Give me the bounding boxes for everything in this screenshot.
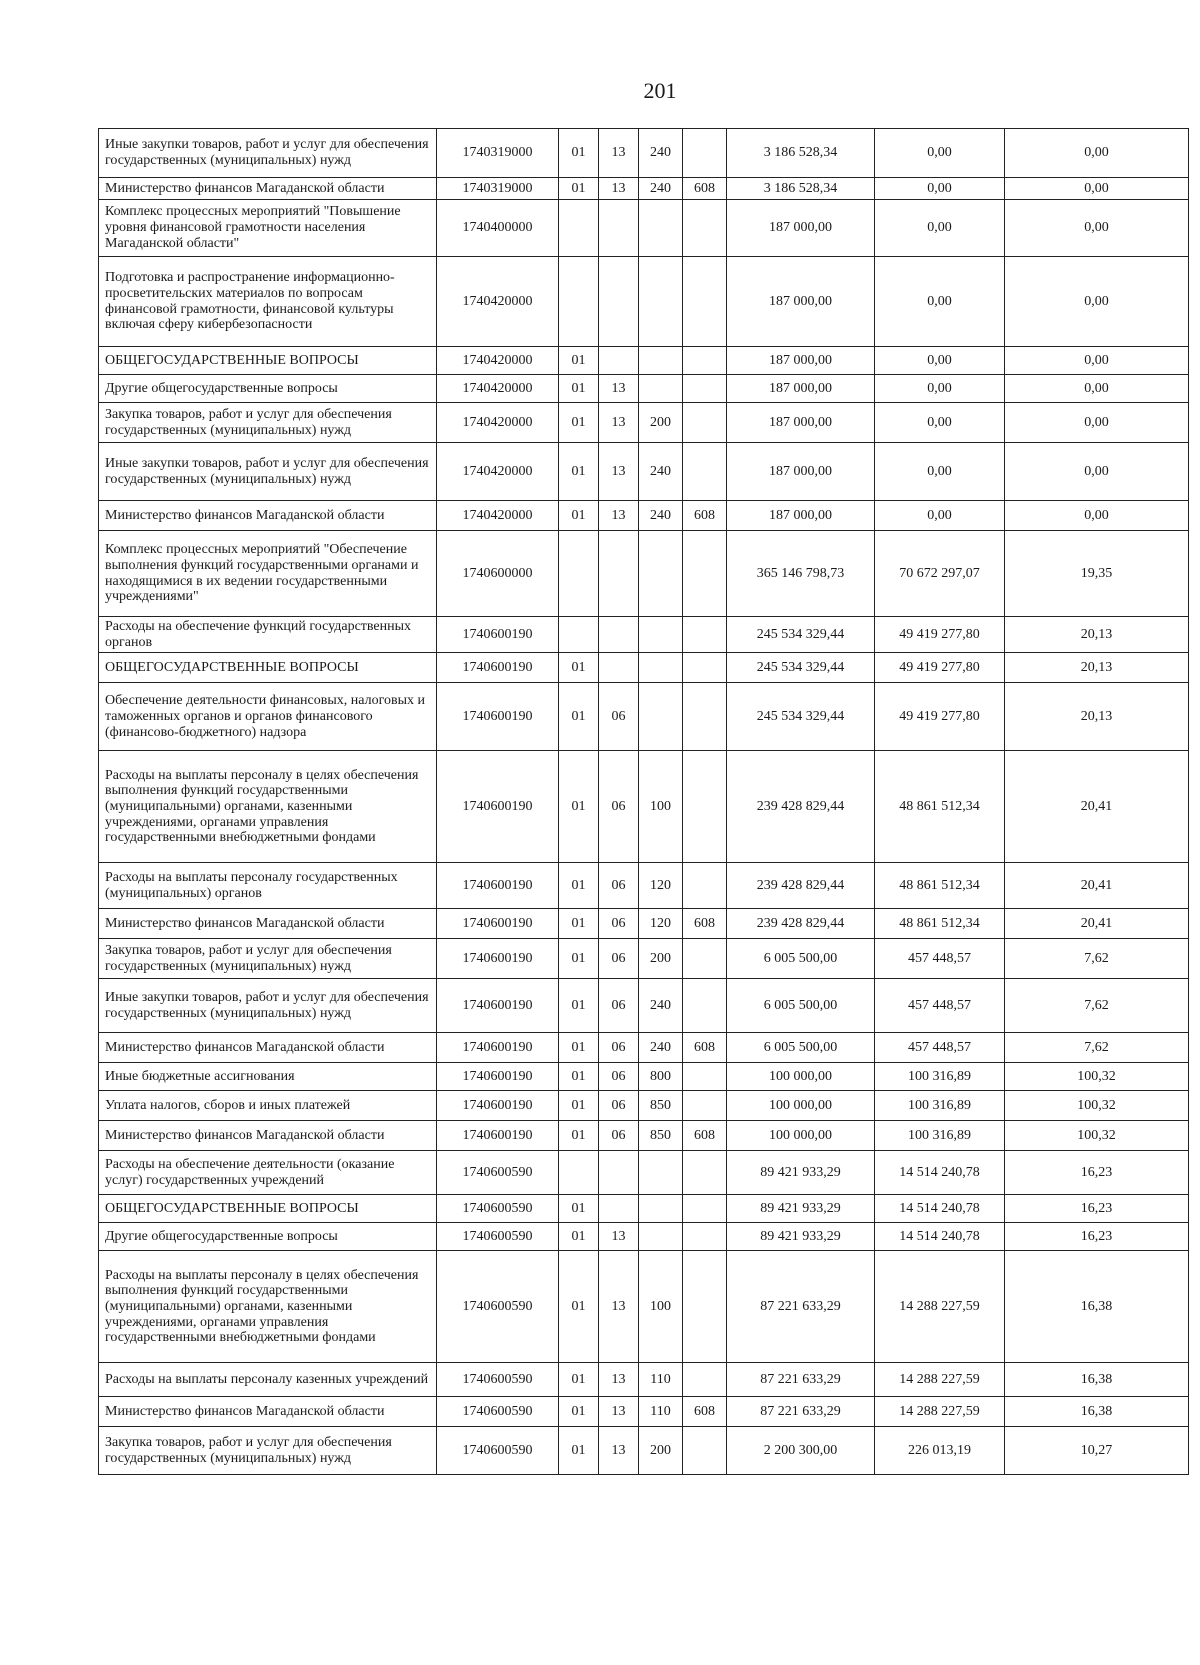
- subsection-code-cell: 06: [599, 979, 639, 1033]
- table-row: [99, 501, 1189, 531]
- expense-type-code-cell: 200: [639, 403, 683, 443]
- expense-type-code-cell: 110: [639, 1363, 683, 1397]
- execution-percent-cell: 16,38: [1005, 1251, 1189, 1363]
- table-row: [99, 1033, 1189, 1063]
- subsection-code-cell: 13: [599, 1223, 639, 1251]
- target-code-cell: 1740600590: [437, 1195, 559, 1223]
- target-code-cell: 1740600190: [437, 979, 559, 1033]
- section-code-cell: 01: [559, 1033, 599, 1063]
- subsection-code-cell: 13: [599, 375, 639, 403]
- row-name-cell: Комплекс процессных мероприятий "Обеспечение выполнения функций государственными органами и находящимися в их ведении государственными учреждениями": [99, 531, 437, 617]
- planned-amount-cell: 187 000,00: [727, 501, 875, 531]
- execution-percent-cell: 16,23: [1005, 1151, 1189, 1195]
- executed-amount-cell: 0,00: [875, 443, 1005, 501]
- executed-amount-cell: 0,00: [875, 403, 1005, 443]
- executed-amount-cell: 457 448,57: [875, 1033, 1005, 1063]
- target-code-cell: 1740600590: [437, 1427, 559, 1475]
- expense-type-code-cell: [639, 200, 683, 257]
- target-code-cell: 1740600590: [437, 1363, 559, 1397]
- section-code-cell: 01: [559, 1121, 599, 1151]
- execution-percent-cell: 19,35: [1005, 531, 1189, 617]
- execution-percent-cell: 100,32: [1005, 1121, 1189, 1151]
- subsection-code-cell: [599, 1195, 639, 1223]
- expense-type-code-cell: 240: [639, 129, 683, 178]
- executed-amount-cell: 14 288 227,59: [875, 1397, 1005, 1427]
- planned-amount-cell: 187 000,00: [727, 200, 875, 257]
- row-name-cell: ОБЩЕГОСУДАРСТВЕННЫЕ ВОПРОСЫ: [99, 347, 437, 375]
- planned-amount-cell: 3 186 528,34: [727, 178, 875, 200]
- administrator-code-cell: [683, 683, 727, 751]
- row-name-cell: Расходы на выплаты персоналу казенных учреждений: [99, 1363, 437, 1397]
- expense-type-code-cell: [639, 1223, 683, 1251]
- expense-type-code-cell: [639, 375, 683, 403]
- section-code-cell: 01: [559, 443, 599, 501]
- expense-type-code-cell: [639, 257, 683, 347]
- table-row: [99, 1363, 1189, 1397]
- section-code-cell: 01: [559, 1063, 599, 1091]
- execution-percent-cell: 0,00: [1005, 501, 1189, 531]
- row-name-cell: Другие общегосударственные вопросы: [99, 375, 437, 403]
- executed-amount-cell: 457 448,57: [875, 979, 1005, 1033]
- section-code-cell: 01: [559, 1195, 599, 1223]
- planned-amount-cell: 365 146 798,73: [727, 531, 875, 617]
- target-code-cell: 1740600590: [437, 1223, 559, 1251]
- executed-amount-cell: 0,00: [875, 257, 1005, 347]
- row-name-cell: Уплата налогов, сборов и иных платежей: [99, 1091, 437, 1121]
- execution-percent-cell: 7,62: [1005, 939, 1189, 979]
- section-code-cell: 01: [559, 347, 599, 375]
- table-row: [99, 751, 1189, 863]
- execution-percent-cell: 10,27: [1005, 1427, 1189, 1475]
- planned-amount-cell: 6 005 500,00: [727, 1033, 875, 1063]
- target-code-cell: 1740420000: [437, 257, 559, 347]
- administrator-code-cell: [683, 1251, 727, 1363]
- row-name-cell: Министерство финансов Магаданской области: [99, 1121, 437, 1151]
- row-name-cell: Министерство финансов Магаданской области: [99, 501, 437, 531]
- table-row: [99, 939, 1189, 979]
- target-code-cell: 1740600190: [437, 683, 559, 751]
- row-name-cell: ОБЩЕГОСУДАРСТВЕННЫЕ ВОПРОСЫ: [99, 653, 437, 683]
- administrator-code-cell: [683, 979, 727, 1033]
- planned-amount-cell: 245 534 329,44: [727, 617, 875, 653]
- planned-amount-cell: 3 186 528,34: [727, 129, 875, 178]
- execution-percent-cell: 20,13: [1005, 683, 1189, 751]
- administrator-code-cell: [683, 1363, 727, 1397]
- subsection-code-cell: [599, 1151, 639, 1195]
- executed-amount-cell: 100 316,89: [875, 1063, 1005, 1091]
- target-code-cell: 1740420000: [437, 403, 559, 443]
- administrator-code-cell: 608: [683, 909, 727, 939]
- table-row: [99, 531, 1189, 617]
- expense-type-code-cell: 850: [639, 1121, 683, 1151]
- section-code-cell: [559, 1151, 599, 1195]
- subsection-code-cell: [599, 531, 639, 617]
- target-code-cell: 1740600190: [437, 863, 559, 909]
- planned-amount-cell: 239 428 829,44: [727, 751, 875, 863]
- execution-percent-cell: 0,00: [1005, 129, 1189, 178]
- expense-type-code-cell: 100: [639, 1251, 683, 1363]
- table-row: [99, 1151, 1189, 1195]
- subsection-code-cell: 06: [599, 751, 639, 863]
- target-code-cell: 1740600190: [437, 617, 559, 653]
- expense-type-code-cell: 120: [639, 909, 683, 939]
- administrator-code-cell: 608: [683, 1397, 727, 1427]
- execution-percent-cell: 0,00: [1005, 375, 1189, 403]
- section-code-cell: 01: [559, 1363, 599, 1397]
- expense-type-code-cell: 110: [639, 1397, 683, 1427]
- execution-percent-cell: 0,00: [1005, 347, 1189, 375]
- administrator-code-cell: [683, 443, 727, 501]
- execution-percent-cell: 0,00: [1005, 178, 1189, 200]
- section-code-cell: 01: [559, 1223, 599, 1251]
- executed-amount-cell: 49 419 277,80: [875, 653, 1005, 683]
- section-code-cell: 01: [559, 1397, 599, 1427]
- administrator-code-cell: [683, 1091, 727, 1121]
- execution-percent-cell: 0,00: [1005, 257, 1189, 347]
- row-name-cell: Министерство финансов Магаданской области: [99, 178, 437, 200]
- target-code-cell: 1740600190: [437, 1091, 559, 1121]
- executed-amount-cell: 48 861 512,34: [875, 863, 1005, 909]
- table-row: [99, 1091, 1189, 1121]
- section-code-cell: [559, 257, 599, 347]
- subsection-code-cell: 13: [599, 178, 639, 200]
- section-code-cell: 01: [559, 909, 599, 939]
- subsection-code-cell: [599, 257, 639, 347]
- section-code-cell: 01: [559, 501, 599, 531]
- subsection-code-cell: 06: [599, 939, 639, 979]
- administrator-code-cell: [683, 863, 727, 909]
- executed-amount-cell: 0,00: [875, 347, 1005, 375]
- table-body: [99, 129, 1189, 1475]
- execution-percent-cell: 16,38: [1005, 1397, 1189, 1427]
- table-row: [99, 683, 1189, 751]
- table-row: [99, 909, 1189, 939]
- table-row: [99, 979, 1189, 1033]
- target-code-cell: 1740420000: [437, 375, 559, 403]
- section-code-cell: 01: [559, 1251, 599, 1363]
- execution-percent-cell: 100,32: [1005, 1063, 1189, 1091]
- planned-amount-cell: 2 200 300,00: [727, 1427, 875, 1475]
- executed-amount-cell: 49 419 277,80: [875, 617, 1005, 653]
- target-code-cell: 1740600000: [437, 531, 559, 617]
- table-row: [99, 1121, 1189, 1151]
- expense-type-code-cell: 240: [639, 501, 683, 531]
- subsection-code-cell: 13: [599, 129, 639, 178]
- planned-amount-cell: 89 421 933,29: [727, 1151, 875, 1195]
- executed-amount-cell: 14 288 227,59: [875, 1251, 1005, 1363]
- section-code-cell: [559, 617, 599, 653]
- executed-amount-cell: 0,00: [875, 200, 1005, 257]
- table-row: [99, 403, 1189, 443]
- subsection-code-cell: 06: [599, 683, 639, 751]
- expense-type-code-cell: 120: [639, 863, 683, 909]
- execution-percent-cell: 7,62: [1005, 979, 1189, 1033]
- table-row: [99, 1223, 1189, 1251]
- table-row: [99, 1397, 1189, 1427]
- table-row: [99, 863, 1189, 909]
- target-code-cell: 1740420000: [437, 443, 559, 501]
- subsection-code-cell: 13: [599, 1363, 639, 1397]
- execution-percent-cell: 20,13: [1005, 653, 1189, 683]
- row-name-cell: Министерство финансов Магаданской области: [99, 1397, 437, 1427]
- table-row: [99, 1195, 1189, 1223]
- administrator-code-cell: [683, 653, 727, 683]
- section-code-cell: 01: [559, 979, 599, 1033]
- table-row: [99, 375, 1189, 403]
- administrator-code-cell: 608: [683, 1121, 727, 1151]
- executed-amount-cell: 100 316,89: [875, 1121, 1005, 1151]
- executed-amount-cell: 49 419 277,80: [875, 683, 1005, 751]
- planned-amount-cell: 187 000,00: [727, 375, 875, 403]
- subsection-code-cell: [599, 617, 639, 653]
- target-code-cell: 1740600190: [437, 939, 559, 979]
- executed-amount-cell: 14 288 227,59: [875, 1363, 1005, 1397]
- table-row: [99, 1251, 1189, 1363]
- administrator-code-cell: [683, 1427, 727, 1475]
- administrator-code-cell: [683, 1063, 727, 1091]
- budget-expenditure-table: [98, 128, 1189, 1475]
- row-name-cell: Иные бюджетные ассигнования: [99, 1063, 437, 1091]
- administrator-code-cell: [683, 375, 727, 403]
- target-code-cell: 1740600190: [437, 1063, 559, 1091]
- page-number: 201: [643, 78, 677, 103]
- table-row: [99, 200, 1189, 257]
- executed-amount-cell: 0,00: [875, 178, 1005, 200]
- table-row: [99, 653, 1189, 683]
- section-code-cell: 01: [559, 683, 599, 751]
- administrator-code-cell: [683, 403, 727, 443]
- subsection-code-cell: 06: [599, 909, 639, 939]
- table-row: [99, 129, 1189, 178]
- execution-percent-cell: 20,41: [1005, 751, 1189, 863]
- row-name-cell: Расходы на обеспечение функций государственных органов: [99, 617, 437, 653]
- expense-type-code-cell: 800: [639, 1063, 683, 1091]
- section-code-cell: [559, 200, 599, 257]
- section-code-cell: 01: [559, 375, 599, 403]
- table-row: [99, 347, 1189, 375]
- target-code-cell: 1740600590: [437, 1251, 559, 1363]
- row-name-cell: Закупка товаров, работ и услуг для обеспечения государственных (муниципальных) нужд: [99, 939, 437, 979]
- expense-type-code-cell: 850: [639, 1091, 683, 1121]
- subsection-code-cell: 13: [599, 501, 639, 531]
- expense-type-code-cell: 100: [639, 751, 683, 863]
- planned-amount-cell: 100 000,00: [727, 1091, 875, 1121]
- administrator-code-cell: [683, 939, 727, 979]
- row-name-cell: ОБЩЕГОСУДАРСТВЕННЫЕ ВОПРОСЫ: [99, 1195, 437, 1223]
- table-row: [99, 257, 1189, 347]
- planned-amount-cell: 89 421 933,29: [727, 1195, 875, 1223]
- executed-amount-cell: 0,00: [875, 129, 1005, 178]
- subsection-code-cell: 06: [599, 863, 639, 909]
- administrator-code-cell: 608: [683, 501, 727, 531]
- planned-amount-cell: 245 534 329,44: [727, 653, 875, 683]
- execution-percent-cell: 20,41: [1005, 909, 1189, 939]
- target-code-cell: 1740600190: [437, 1121, 559, 1151]
- expense-type-code-cell: [639, 617, 683, 653]
- subsection-code-cell: 13: [599, 1397, 639, 1427]
- executed-amount-cell: 100 316,89: [875, 1091, 1005, 1121]
- subsection-code-cell: 06: [599, 1063, 639, 1091]
- row-name-cell: Расходы на обеспечение деятельности (оказание услуг) государственных учреждений: [99, 1151, 437, 1195]
- planned-amount-cell: 187 000,00: [727, 347, 875, 375]
- administrator-code-cell: [683, 617, 727, 653]
- planned-amount-cell: 89 421 933,29: [727, 1223, 875, 1251]
- target-code-cell: 1740600190: [437, 751, 559, 863]
- planned-amount-cell: 187 000,00: [727, 257, 875, 347]
- administrator-code-cell: [683, 1195, 727, 1223]
- executed-amount-cell: 48 861 512,34: [875, 909, 1005, 939]
- section-code-cell: 01: [559, 1427, 599, 1475]
- executed-amount-cell: 48 861 512,34: [875, 751, 1005, 863]
- target-code-cell: 1740600190: [437, 1033, 559, 1063]
- target-code-cell: 1740319000: [437, 178, 559, 200]
- section-code-cell: 01: [559, 939, 599, 979]
- administrator-code-cell: 608: [683, 178, 727, 200]
- expense-type-code-cell: [639, 683, 683, 751]
- section-code-cell: 01: [559, 129, 599, 178]
- target-code-cell: 1740420000: [437, 347, 559, 375]
- expense-type-code-cell: [639, 531, 683, 617]
- target-code-cell: 1740600190: [437, 909, 559, 939]
- row-name-cell: Министерство финансов Магаданской области: [99, 909, 437, 939]
- planned-amount-cell: 245 534 329,44: [727, 683, 875, 751]
- planned-amount-cell: 187 000,00: [727, 443, 875, 501]
- expense-type-code-cell: 200: [639, 1427, 683, 1475]
- execution-percent-cell: 16,23: [1005, 1195, 1189, 1223]
- section-code-cell: [559, 531, 599, 617]
- subsection-code-cell: 06: [599, 1033, 639, 1063]
- row-name-cell: Комплекс процессных мероприятий "Повышение уровня финансовой грамотности населения Магаданской области": [99, 200, 437, 257]
- execution-percent-cell: 16,23: [1005, 1223, 1189, 1251]
- table-row: [99, 1063, 1189, 1091]
- section-code-cell: 01: [559, 1091, 599, 1121]
- row-name-cell: Расходы на выплаты персоналу в целях обеспечения выполнения функций государственными (муниципальными) органами, казенными учреждениями, органами управления государственными внебюджетными фондами: [99, 751, 437, 863]
- table-row: [99, 178, 1189, 200]
- expense-type-code-cell: [639, 347, 683, 375]
- executed-amount-cell: 226 013,19: [875, 1427, 1005, 1475]
- subsection-code-cell: 13: [599, 403, 639, 443]
- row-name-cell: Иные закупки товаров, работ и услуг для обеспечения государственных (муниципальных) нужд: [99, 979, 437, 1033]
- planned-amount-cell: 6 005 500,00: [727, 979, 875, 1033]
- target-code-cell: 1740319000: [437, 129, 559, 178]
- administrator-code-cell: [683, 1223, 727, 1251]
- table-row: [99, 617, 1189, 653]
- expense-type-code-cell: [639, 1151, 683, 1195]
- planned-amount-cell: 239 428 829,44: [727, 863, 875, 909]
- expense-type-code-cell: 240: [639, 443, 683, 501]
- row-name-cell: Подготовка и распространение информационно-просветительских материалов по вопросам финансовой грамотности, финансовой культуры включая сферу кибербезопасности: [99, 257, 437, 347]
- executed-amount-cell: 14 514 240,78: [875, 1151, 1005, 1195]
- row-name-cell: Расходы на выплаты персоналу в целях обеспечения выполнения функций государственными (муниципальными) органами, казенными учреждениями, органами управления государственными внебюджетными фондами: [99, 1251, 437, 1363]
- administrator-code-cell: [683, 200, 727, 257]
- section-code-cell: 01: [559, 863, 599, 909]
- executed-amount-cell: 70 672 297,07: [875, 531, 1005, 617]
- planned-amount-cell: 239 428 829,44: [727, 909, 875, 939]
- administrator-code-cell: [683, 347, 727, 375]
- table-row: [99, 1427, 1189, 1475]
- target-code-cell: 1740600590: [437, 1397, 559, 1427]
- subsection-code-cell: 13: [599, 1427, 639, 1475]
- row-name-cell: Министерство финансов Магаданской области: [99, 1033, 437, 1063]
- execution-percent-cell: 7,62: [1005, 1033, 1189, 1063]
- target-code-cell: 1740600590: [437, 1151, 559, 1195]
- executed-amount-cell: 14 514 240,78: [875, 1223, 1005, 1251]
- planned-amount-cell: 100 000,00: [727, 1121, 875, 1151]
- administrator-code-cell: [683, 257, 727, 347]
- row-name-cell: Закупка товаров, работ и услуг для обеспечения государственных (муниципальных) нужд: [99, 1427, 437, 1475]
- subsection-code-cell: 13: [599, 443, 639, 501]
- row-name-cell: Иные закупки товаров, работ и услуг для обеспечения государственных (муниципальных) нужд: [99, 443, 437, 501]
- subsection-code-cell: 13: [599, 1251, 639, 1363]
- executed-amount-cell: 457 448,57: [875, 939, 1005, 979]
- target-code-cell: 1740600190: [437, 653, 559, 683]
- expense-type-code-cell: 240: [639, 1033, 683, 1063]
- row-name-cell: Расходы на выплаты персоналу государственных (муниципальных) органов: [99, 863, 437, 909]
- expense-type-code-cell: 240: [639, 979, 683, 1033]
- section-code-cell: 01: [559, 178, 599, 200]
- execution-percent-cell: 16,38: [1005, 1363, 1189, 1397]
- administrator-code-cell: [683, 129, 727, 178]
- planned-amount-cell: 87 221 633,29: [727, 1251, 875, 1363]
- target-code-cell: 1740420000: [437, 501, 559, 531]
- subsection-code-cell: [599, 347, 639, 375]
- administrator-code-cell: [683, 751, 727, 863]
- planned-amount-cell: 6 005 500,00: [727, 939, 875, 979]
- planned-amount-cell: 87 221 633,29: [727, 1363, 875, 1397]
- row-name-cell: Закупка товаров, работ и услуг для обеспечения государственных (муниципальных) нужд: [99, 403, 437, 443]
- executed-amount-cell: 0,00: [875, 375, 1005, 403]
- expense-type-code-cell: 240: [639, 178, 683, 200]
- section-code-cell: 01: [559, 653, 599, 683]
- execution-percent-cell: 0,00: [1005, 200, 1189, 257]
- expense-type-code-cell: [639, 653, 683, 683]
- executed-amount-cell: 0,00: [875, 501, 1005, 531]
- table-row: [99, 443, 1189, 501]
- administrator-code-cell: [683, 531, 727, 617]
- subsection-code-cell: 06: [599, 1121, 639, 1151]
- subsection-code-cell: [599, 653, 639, 683]
- executed-amount-cell: 14 514 240,78: [875, 1195, 1005, 1223]
- execution-percent-cell: 0,00: [1005, 403, 1189, 443]
- planned-amount-cell: 87 221 633,29: [727, 1397, 875, 1427]
- target-code-cell: 1740400000: [437, 200, 559, 257]
- administrator-code-cell: [683, 1151, 727, 1195]
- administrator-code-cell: 608: [683, 1033, 727, 1063]
- row-name-cell: Иные закупки товаров, работ и услуг для обеспечения государственных (муниципальных) нужд: [99, 129, 437, 178]
- section-code-cell: 01: [559, 403, 599, 443]
- expense-type-code-cell: 200: [639, 939, 683, 979]
- planned-amount-cell: 100 000,00: [727, 1063, 875, 1091]
- section-code-cell: 01: [559, 751, 599, 863]
- planned-amount-cell: 187 000,00: [727, 403, 875, 443]
- expense-type-code-cell: [639, 1195, 683, 1223]
- execution-percent-cell: 0,00: [1005, 443, 1189, 501]
- subsection-code-cell: [599, 200, 639, 257]
- execution-percent-cell: 100,32: [1005, 1091, 1189, 1121]
- execution-percent-cell: 20,13: [1005, 617, 1189, 653]
- row-name-cell: Обеспечение деятельности финансовых, налоговых и таможенных органов и органов финансового (финансово-бюджетного) надзора: [99, 683, 437, 751]
- row-name-cell: Другие общегосударственные вопросы: [99, 1223, 437, 1251]
- execution-percent-cell: 20,41: [1005, 863, 1189, 909]
- subsection-code-cell: 06: [599, 1091, 639, 1121]
